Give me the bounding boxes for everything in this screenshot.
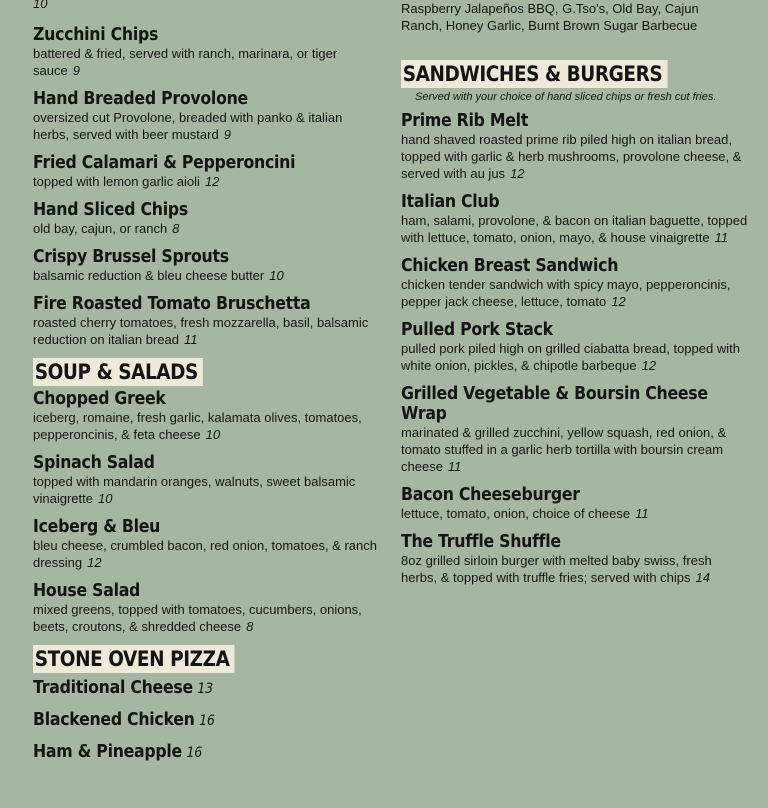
menu-item <box>33 294 378 348</box>
item-description: mixed greens, topped with tomatoes, cucumbers, onions, beets, croutons, & shredded cheese 8 <box>33 602 362 634</box>
item-name: Blackened Chicken 16 <box>33 710 215 730</box>
left-column <box>33 0 378 763</box>
item-name: Grilled Vegetable & Boursin Cheese Wrap <box>401 384 708 424</box>
item-name: Prime Rib Melt <box>401 111 529 131</box>
appetizer-list <box>33 25 378 348</box>
salad-list <box>33 389 378 635</box>
item-name: Hand Sliced Chips <box>33 200 188 220</box>
item-name: Hand Breaded Provolone <box>33 89 248 109</box>
menu-item <box>33 678 378 699</box>
item-description: topped with mandarin oranges, walnuts, sweet balsamic vinaigrette 10 <box>33 474 356 506</box>
item-price: 16 <box>186 745 202 761</box>
right-column <box>401 0 751 596</box>
item-price: 10 <box>269 268 284 283</box>
item-description: lettuce, tomato, onion, choice of cheese 11 <box>401 506 649 521</box>
item-price: 14 <box>695 570 710 585</box>
item-name: Iceberg & Bleu <box>33 517 161 537</box>
item-price: 9 <box>72 63 80 78</box>
item-price: 11 <box>714 230 729 245</box>
item-name: Fried Calamari & Pepperoncini <box>33 153 296 173</box>
item-name: Traditional Cheese 13 <box>33 678 213 698</box>
sauce-list-continued: Raspberry Jalapeños BBQ, G.Tso's, Old Bay, Cajun Ranch, Honey Garlic, Burnt Brown Sugar Barbecue <box>401 1 699 33</box>
item-price: 13 <box>197 681 213 697</box>
item-description: pulled pork piled high on grilled ciabatta bread, topped with white onion, pickles, & chipotle barbeque 12 <box>401 341 740 373</box>
menu-item <box>33 389 378 443</box>
menu-item <box>33 742 378 763</box>
menu-item <box>33 710 378 731</box>
menu-item <box>33 200 378 237</box>
item-name: Chicken Breast Sandwich <box>401 256 619 276</box>
section-subtitle: Served with your choice of hand sliced chips or fresh cut fries. <box>415 91 717 103</box>
menu-item <box>33 153 378 190</box>
item-description: old bay, cajun, or ranch 8 <box>33 221 180 236</box>
item-price: 11 <box>184 332 198 347</box>
menu-item <box>33 517 378 571</box>
item-price: 10 <box>97 491 113 506</box>
menu-item <box>33 247 378 284</box>
menu-item <box>33 453 378 507</box>
item-name: House Salad <box>33 581 141 601</box>
item-price: 12 <box>87 555 102 570</box>
item-price: 9 <box>223 127 231 142</box>
section-title-pizza: STONE OVEN PIZZA <box>33 645 235 673</box>
item-price: 12 <box>641 358 657 373</box>
menu-item <box>401 192 751 246</box>
item-price: 10 <box>205 427 221 442</box>
item-price: 8 <box>172 221 180 236</box>
pizza-list <box>33 678 378 763</box>
cutoff-price: 10 <box>33 0 48 11</box>
item-name: Spinach Salad <box>33 453 155 473</box>
section-title-sandwiches: SANDWICHES & BURGERS <box>401 60 668 88</box>
menu-item <box>401 256 751 310</box>
item-price: 11 <box>447 459 462 474</box>
item-name: The Truffle Shuffle <box>401 532 561 552</box>
item-name: Zucchini Chips <box>33 25 159 45</box>
menu-item <box>401 384 751 475</box>
item-name: Fire Roasted Tomato Bruschetta <box>33 294 311 314</box>
menu-item <box>401 320 751 374</box>
item-name: Ham & Pineapple 16 <box>33 742 202 762</box>
item-description: roasted cherry tomatoes, fresh mozzarella, basil, balsamic reduction on italian bread 11 <box>33 315 369 347</box>
menu-item <box>401 532 751 586</box>
item-description: hand shaved roasted prime rib piled high on italian bread, topped with garlic & herb mushrooms, provolone cheese, & served with au jus 12 <box>401 132 742 181</box>
item-description: topped with lemon garlic aioli 12 <box>33 174 220 189</box>
item-price: 12 <box>611 294 626 309</box>
menu-item <box>33 25 378 79</box>
item-price: 16 <box>199 713 215 729</box>
item-price: 11 <box>635 506 649 521</box>
item-description: marinated & grilled zucchini, yellow squash, red onion, & tomato stuffed in a garlic herb tortilla with boursin cream cheese 11 <box>401 425 727 474</box>
item-description: chicken tender sandwich with spicy mayo, pepperoncinis, pepper jack cheese, lettuce, tomato 12 <box>401 277 731 309</box>
item-name: Italian Club <box>401 192 500 212</box>
item-description: 8oz grilled sirloin burger with melted baby swiss, fresh herbs, & topped with truffle fries; served with chips 14 <box>401 553 712 585</box>
menu-item <box>33 581 378 635</box>
item-description: oversized cut Provolone, breaded with panko & italian herbs, served with beer mustard 9 <box>33 110 343 142</box>
menu-item <box>33 89 378 143</box>
item-name: Bacon Cheeseburger <box>401 485 580 505</box>
item-description: iceberg, romaine, fresh garlic, kalamata olives, tomatoes, pepperoncinis, & feta cheese 10 <box>33 410 362 442</box>
menu-item <box>401 111 751 182</box>
item-price: 12 <box>204 174 220 189</box>
menu-item <box>401 485 751 522</box>
item-name: Chopped Greek <box>33 389 166 409</box>
sandwich-list <box>401 111 751 586</box>
item-description: balsamic reduction & bleu cheese butter 10 <box>33 268 284 283</box>
section-title-soup-salads: SOUP & SALADS <box>33 358 203 386</box>
item-description: bleu cheese, crumbled bacon, red onion, tomatoes, & ranch dressing 12 <box>33 538 377 570</box>
item-description: battered & fried, served with ranch, marinara, or tiger sauce 9 <box>33 46 338 78</box>
item-price: 12 <box>510 166 525 181</box>
item-name: Pulled Pork Stack <box>401 320 553 340</box>
item-description: ham, salami, provolone, & bacon on italian baguette, topped with lettuce, tomato, onion, mayo, & house vinaigrette 11 <box>401 213 748 245</box>
item-price: 8 <box>246 619 254 634</box>
item-name: Crispy Brussel Sprouts <box>33 247 229 267</box>
